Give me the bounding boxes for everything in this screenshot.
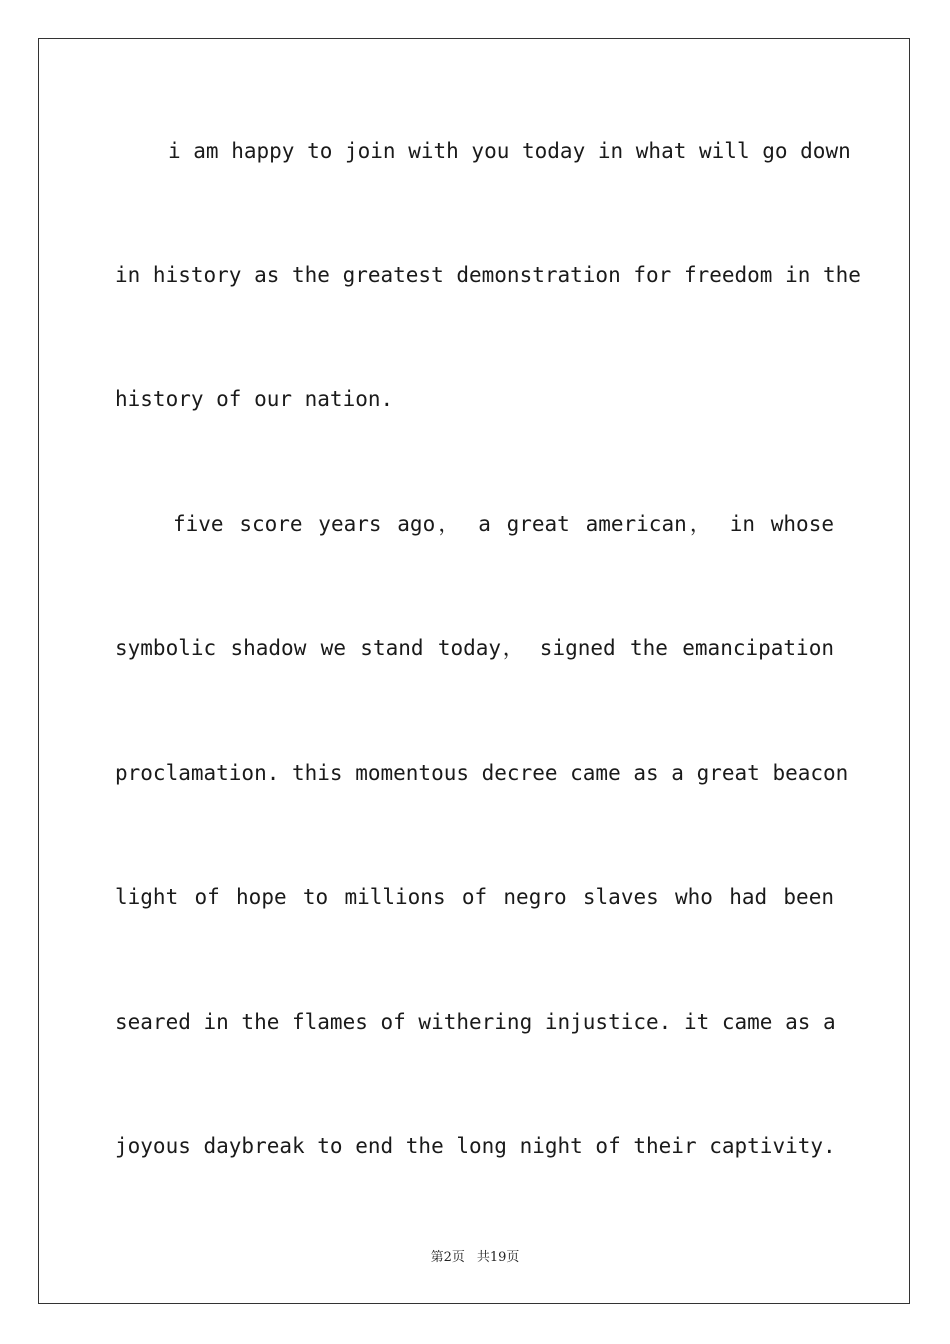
paragraph-1-line-3: history of our nation.: [115, 387, 394, 411]
page-footer: [0, 1246, 950, 1265]
paragraph-2-line-2: symbolic shadow we stand today， signed the emancipation: [115, 636, 834, 660]
page-total: 共19页: [476, 1250, 520, 1265]
paragraph-1-line-1: i am happy to join with you today in what will go down: [168, 139, 851, 163]
paragraph-2-line-6: joyous daybreak to end the long night of their captivity.: [115, 1134, 836, 1158]
paragraph-2-line-3: proclamation. this momentous decree came as a great beacon: [115, 761, 849, 785]
paragraph-2-line-5: seared in the flames of withering injustice. it came as a: [115, 1010, 836, 1034]
paragraph-2-line-4: light of hope to millions of negro slaves who had been: [115, 885, 834, 909]
paragraph-1-line-2: in history as the greatest demonstration for freedom in the: [115, 263, 861, 287]
paragraph-2-line-1: five score years ago， a great american， in whose: [173, 512, 834, 536]
page-number: 第2页: [430, 1250, 465, 1265]
page-border: [38, 38, 910, 1304]
